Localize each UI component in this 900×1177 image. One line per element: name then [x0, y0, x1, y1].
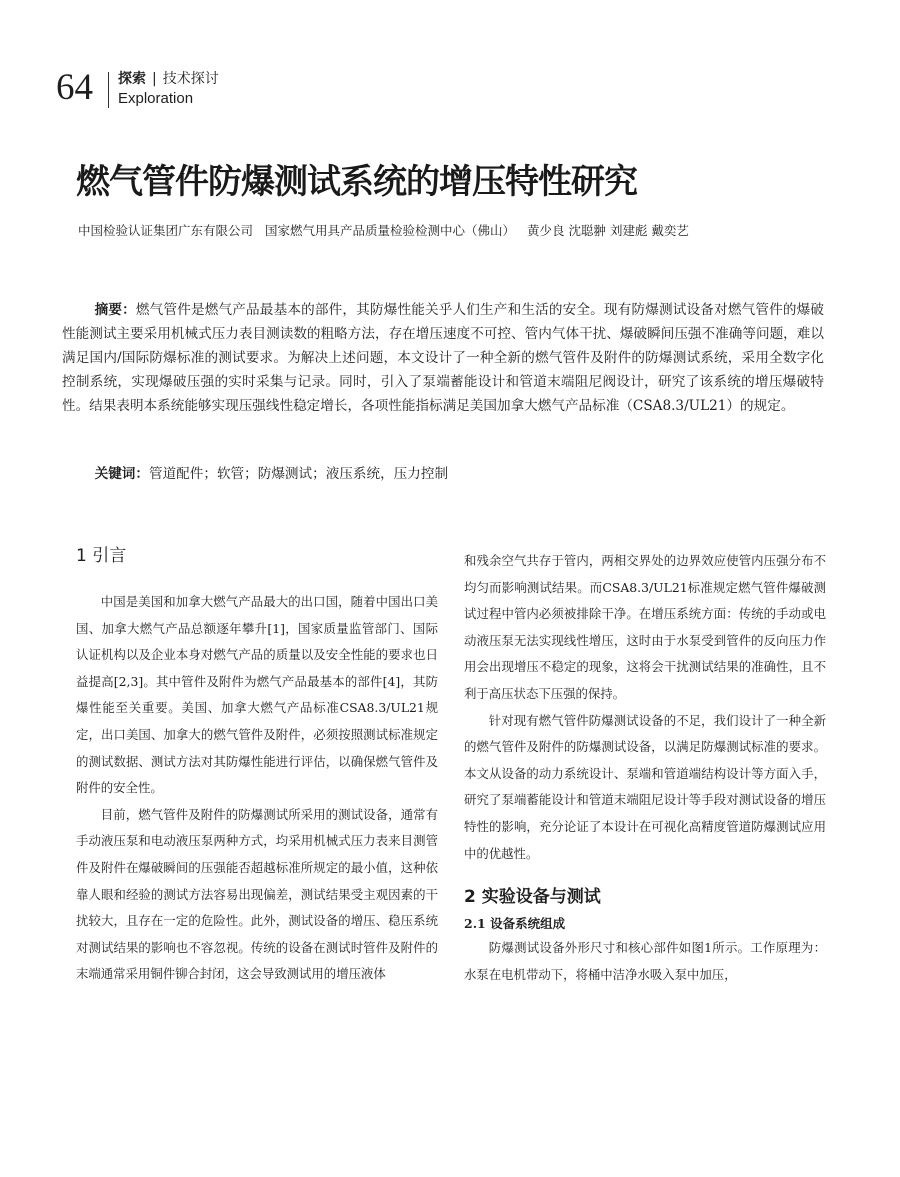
header-divider	[108, 72, 109, 108]
abstract-label: 摘要：	[94, 302, 136, 318]
section-1-paragraph-4: 针对现有燃气管件防爆测试设备的不足，我们设计了一种全新的燃气管件及附件的防爆测试设备，以满足防爆测试标准的要求。本文从设备的动力系统设计、泵端和管道端结构设计等方面入手，研究了泵端蓄能设计和管道末端阻尼设计等手段对测试设备的增压特性的影响，充分论证了本设计在可视化高精度管道防爆测试应用中的优越性。	[464, 712, 826, 861]
right-column	[464, 548, 826, 988]
section-label-en: Exploration	[118, 90, 194, 107]
article-title: 燃气管件防爆测试系统的增压特性研究	[76, 162, 637, 202]
keywords-text: 管道配件；软管；防爆测试；液压系统，压力控制	[149, 466, 449, 482]
section-2-heading: 2 实验设备与测试	[464, 887, 601, 908]
section-2-1-heading: 2.1 设备系统组成	[464, 916, 566, 932]
section-1-paragraph-1: 中国是美国和加拿大燃气产品最大的出口国，随着中国出口美国、加拿大燃气产品总额逐年攀升[1]，国家质量监管部门、国际认证机构以及企业本身对燃气产品的质量以及安全性能的要求也日益提高[2,3]。其中管件及附件为燃气产品最基本的部件[4]，其防爆性能至关重要。美国、加拿大燃气产品标准CSA8.3/UL21规定，出口美国、加拿大的燃气管件及附件，必须按照测试标准规定的测试数据、测试方法对其防爆性能进行评估，以确保燃气管件及附件的安全性。	[76, 594, 438, 796]
section-1-heading: 1 引言	[76, 546, 127, 566]
abstract	[62, 298, 824, 418]
section-2-paragraph-1: 防爆测试设备外形尺寸和核心部件如图1所示。工作原理为：水泵在电机带动下，将桶中洁净水吸入泵中加压，	[464, 940, 826, 982]
section-name: 探索	[118, 71, 146, 87]
keywords-label: 关键词：	[94, 466, 149, 482]
page-number: 64	[56, 67, 93, 108]
section-separator: |	[152, 71, 157, 87]
affiliation-1: 中国检验认证集团广东有限公司	[78, 223, 254, 238]
section-1-paragraph-2: 目前，燃气管件及附件的防爆测试所采用的测试设备，通常有手动液压泵和电动液压泵两种方式，均采用机械式压力表来目测管件及附件在爆破瞬间的压强能否超越标准所规定的最小值，这种依靠人眼和经验的测试方法容易出现偏差，测试结果受主观因素的干扰较大，且存在一定的危险性。此外，测试设备的增压、稳压系统对测试结果的影响也不容忽视。传统的设备在测试时管件及附件的末端通常采用铜件铆合封闭，这会导致测试用的增压液体	[76, 806, 438, 982]
author-line	[78, 222, 868, 240]
keywords	[62, 462, 824, 486]
section-1-paragraph-3: 和残余空气共存于管内，两相交界处的边界效应使管内压强分布不均匀而影响测试结果。而CSA8.3/UL21标准规定燃气管件爆破测试过程中管内必须被排除干净。在增压系统方面：传统的手动或电动液压泵无法实现线性增压，这时由于水泵受到管件的反向压力作用会出现增压不稳定的现象，这将会干扰测试结果的准确性，且不利于高压状态下压强的保持。	[464, 553, 826, 701]
affiliation-2: 国家燃气用具产品质量检验检测中心（佛山）	[265, 223, 516, 238]
subsection-name: 技术探讨	[162, 71, 219, 87]
author-names: 黄少良 沈聪翀 刘建彪 戴奕艺	[527, 223, 689, 238]
left-column	[76, 544, 438, 988]
section-label-cn	[118, 70, 219, 88]
abstract-text: 燃气管件是燃气产品最基本的部件，其防爆性能关乎人们生产和生活的安全。现有防爆测试设备对燃气管件的爆破性能测试主要采用机械式压力表目测读数的粗略方法，存在增压速度不可控、管内气体干扰、爆破瞬间压强不准确等问题，难以满足国内/国际防爆标准的测试要求。为解决上述问题，本文设计了一种全新的燃气管件及附件的防爆测试系统，采用全数字化控制系统，实现爆破压强的实时采集与记录。同时，引入了泵端蓄能设计和管道末端阻尼阀设计，研究了该系统的增压爆破特性。结果表明本系统能够实现压强线性稳定增长，各项性能指标满足美国加拿大燃气产品标准（CSA8.3/UL21）的规定。	[62, 302, 824, 414]
